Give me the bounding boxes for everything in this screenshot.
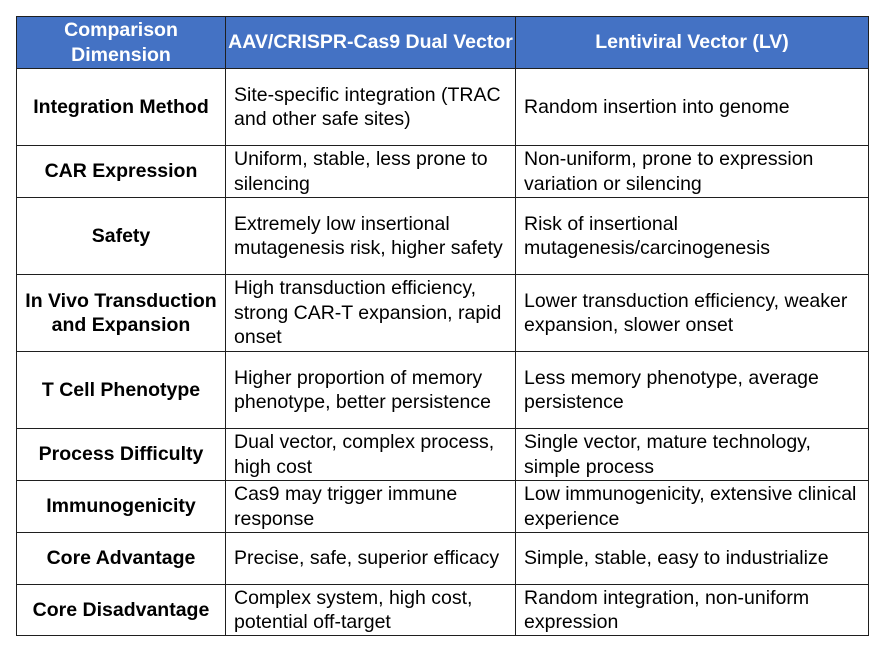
table-body (17, 69, 869, 636)
table-row (17, 533, 869, 585)
lv-cell: Random integration, non-uniform expression (516, 585, 869, 636)
lv-cell: Risk of insertional mutagenesis/carcinogenesis (516, 198, 869, 275)
table-row (17, 69, 869, 146)
lv-cell: Single vector, mature technology, simple process (516, 429, 869, 481)
table-row (17, 146, 869, 198)
header-row (17, 17, 869, 69)
row-dimension-label: T Cell Phenotype (17, 352, 226, 429)
table-row (17, 275, 869, 352)
aav-cell: Uniform, stable, less prone to silencing (226, 146, 516, 198)
table-header (17, 17, 869, 69)
header-aav-crispr: AAV/CRISPR-Cas9 Dual Vector (226, 17, 516, 69)
lv-cell: Low immunogenicity, extensive clinical experience (516, 481, 869, 533)
lv-cell: Lower transduction efficiency, weaker expansion, slower onset (516, 275, 869, 352)
table-row (17, 481, 869, 533)
lv-cell: Simple, stable, easy to industrialize (516, 533, 869, 585)
table-row (17, 198, 869, 275)
aav-cell: Dual vector, complex process, high cost (226, 429, 516, 481)
row-dimension-label: Safety (17, 198, 226, 275)
aav-cell: Site-specific integration (TRAC and other safe sites) (226, 69, 516, 146)
comparison-table (16, 16, 869, 636)
row-dimension-label: Process Difficulty (17, 429, 226, 481)
aav-cell: Extremely low insertional mutagenesis risk, higher safety (226, 198, 516, 275)
row-dimension-label: Immunogenicity (17, 481, 226, 533)
row-dimension-label: Core Disadvantage (17, 585, 226, 636)
row-dimension-label: In Vivo Transduction and Expansion (17, 275, 226, 352)
lv-cell: Non-uniform, prone to expression variation or silencing (516, 146, 869, 198)
aav-cell: Higher proportion of memory phenotype, better persistence (226, 352, 516, 429)
lv-cell: Random insertion into genome (516, 69, 869, 146)
comparison-table-container (16, 16, 869, 636)
row-dimension-label: Core Advantage (17, 533, 226, 585)
row-dimension-label: CAR Expression (17, 146, 226, 198)
header-lentiviral: Lentiviral Vector (LV) (516, 17, 869, 69)
table-row (17, 585, 869, 636)
aav-cell: Cas9 may trigger immune response (226, 481, 516, 533)
header-comparison-dimension: Comparison Dimension (17, 17, 226, 69)
aav-cell: Precise, safe, superior efficacy (226, 533, 516, 585)
table-row (17, 352, 869, 429)
aav-cell: Complex system, high cost, potential off-target (226, 585, 516, 636)
aav-cell: High transduction efficiency, strong CAR-T expansion, rapid onset (226, 275, 516, 352)
table-row (17, 429, 869, 481)
row-dimension-label: Integration Method (17, 69, 226, 146)
lv-cell: Less memory phenotype, average persistence (516, 352, 869, 429)
